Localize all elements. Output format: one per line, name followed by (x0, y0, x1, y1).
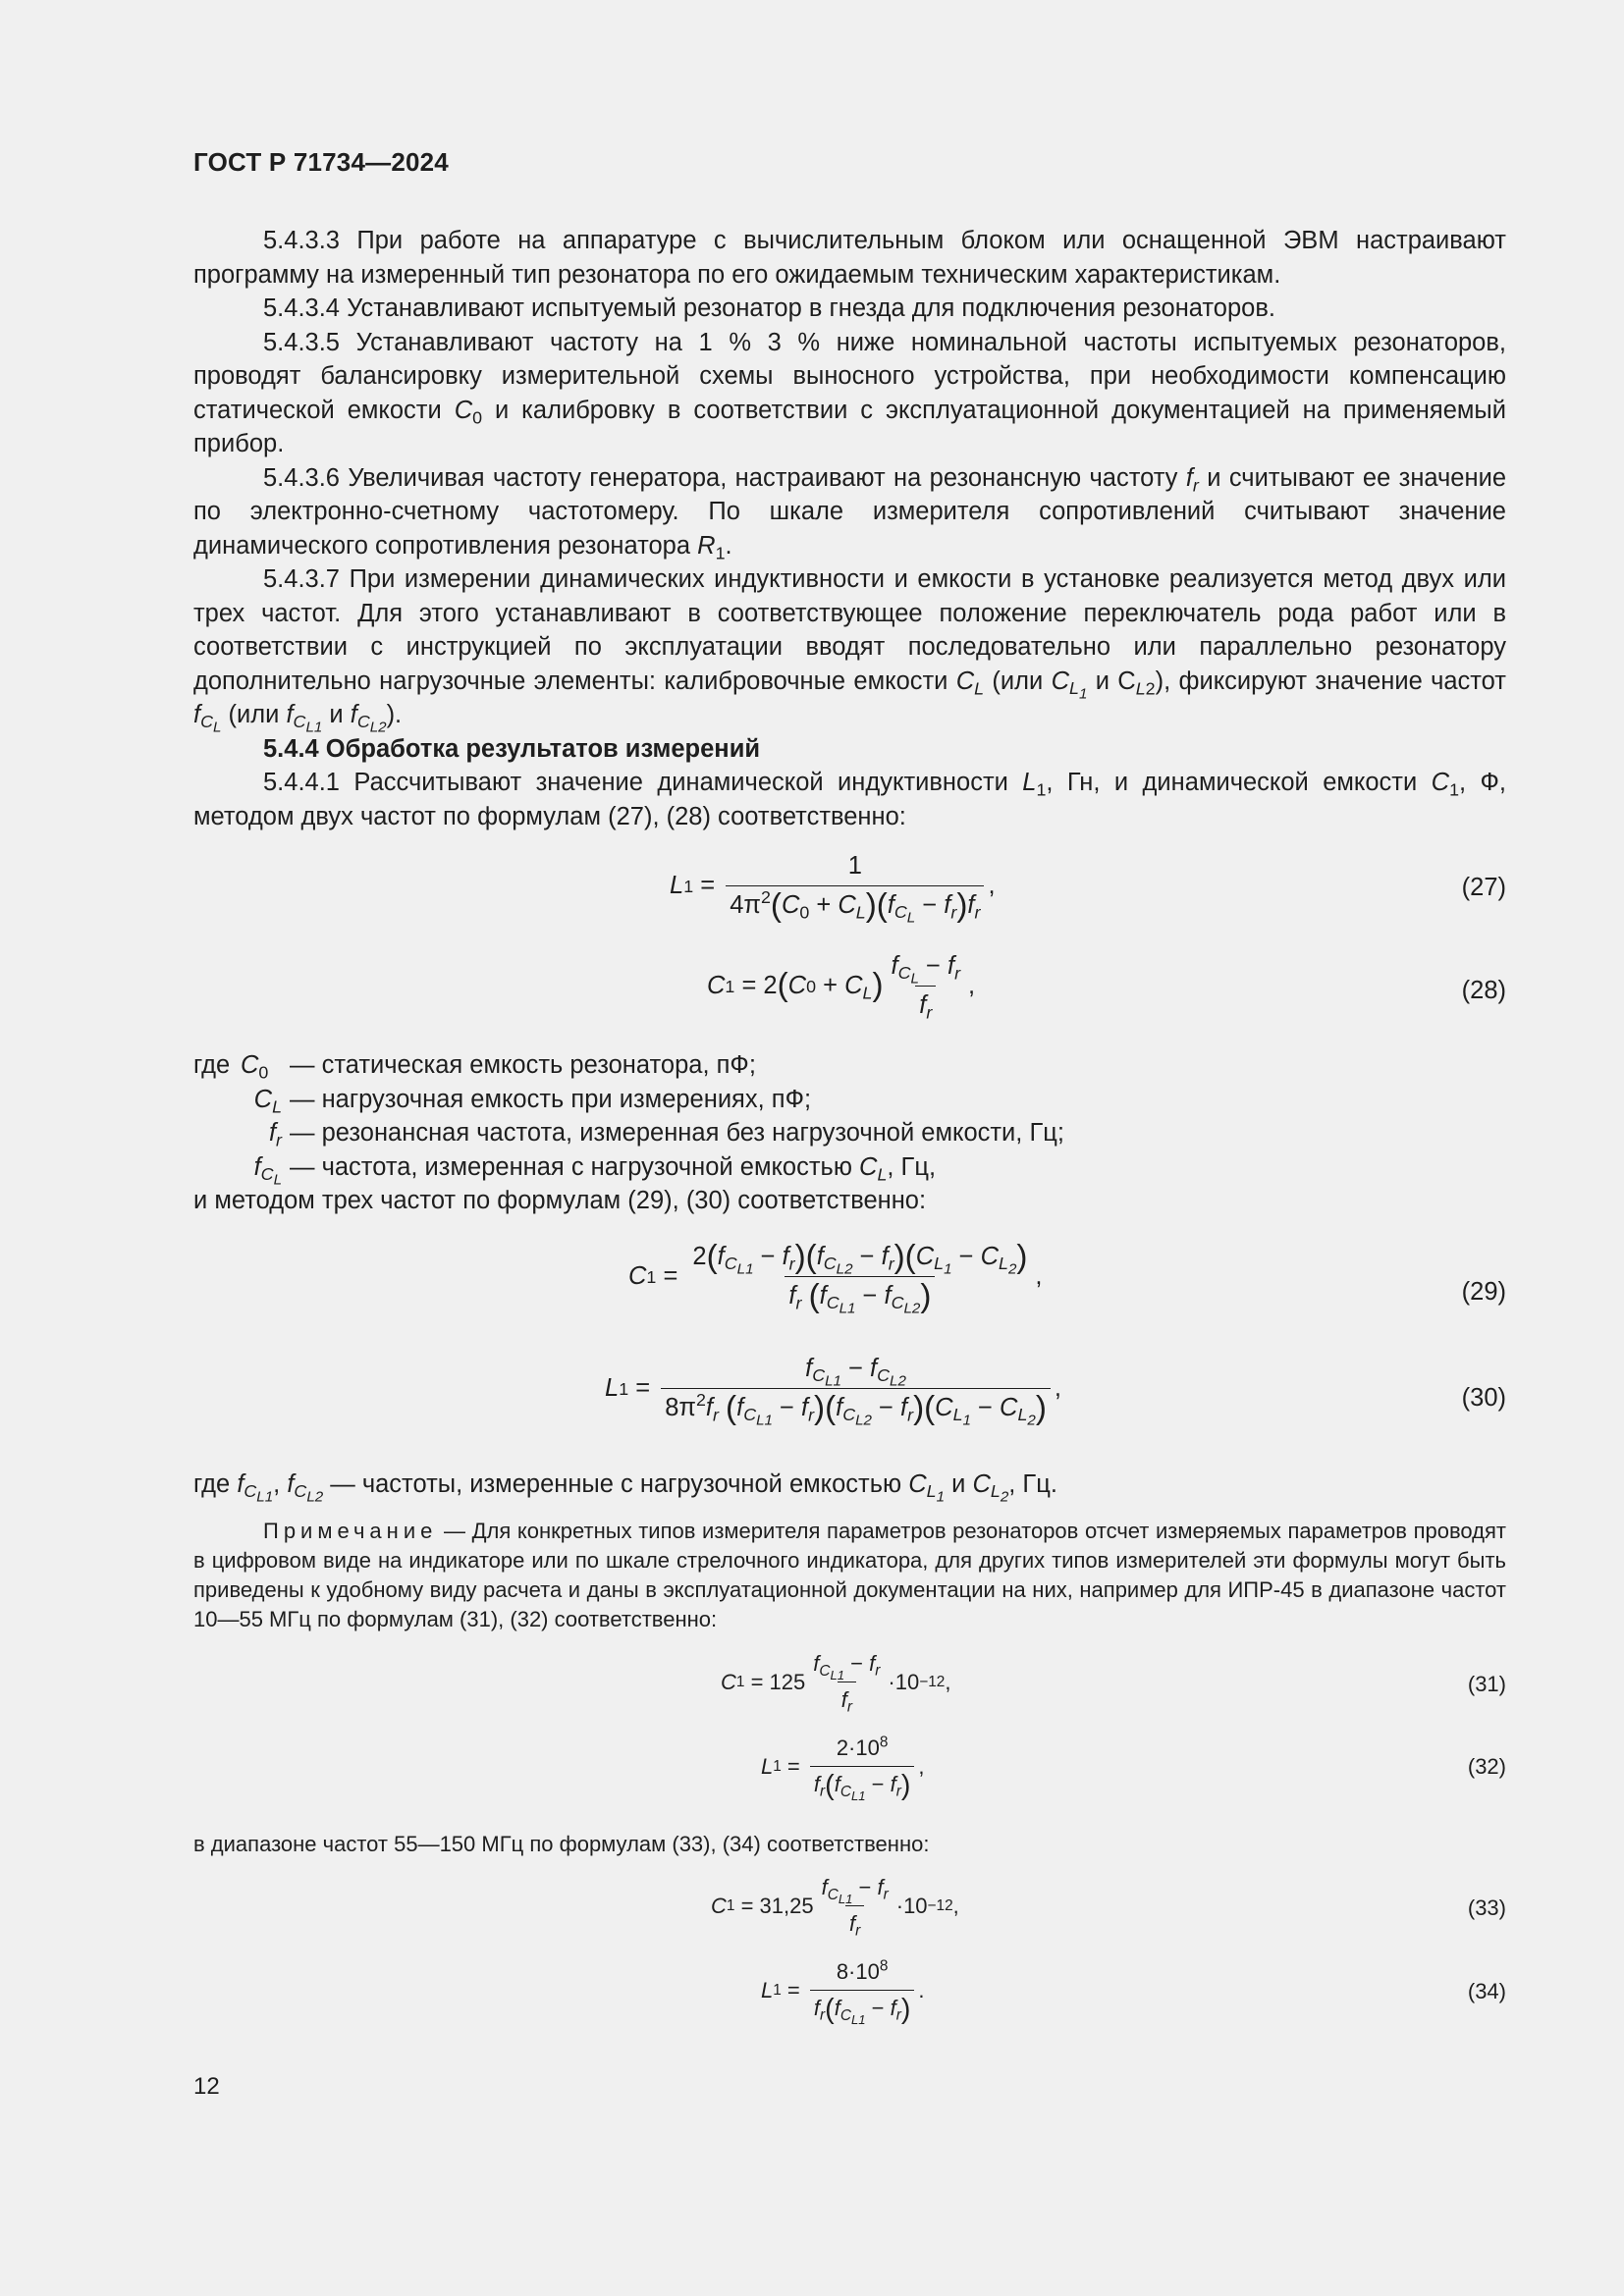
heading-5-4-4: 5.4.4 Обработка результатов измерений (263, 734, 761, 763)
formula-27: L 1 = $\frac{1}{4\pi^2(C_0 + C_L)(f_{C_L} - f_r)f_r}$ , (670, 852, 996, 927)
formula-29: C 1 = $\frac{2(f_{C_{L1}} - f_r)(f_{C_{L2}} - f_r)(C_{L_1} - C_{L_2})}{f_r (f_{C_{L1}} - f_{C_{L2}})}$ , (628, 1239, 1043, 1317)
note-block (193, 1517, 1506, 1634)
equation-number: (30) (1461, 1384, 1506, 1412)
equation-number: (33) (1467, 1896, 1506, 1920)
equation-number: (29) (1461, 1278, 1506, 1306)
paragraph-5-4-3-7: 5.4.3.7 При измерении динамических индуктивности и емкости в установке реализуется метод двух или трех частот. Для этого устанавливают в соответствующее положение переключатель рода работ или в соответствии с инструкцией по эксплуатации вводят последовательно или параллельно резонатору дополнительно нагрузочные элементы: калибровочные емкости $C_L$ (или $C_{L_1}$ и $C_{L2}$), фиксируют значение частот $f_{C_L}$ (или $f_{C_{L1}}$ и $f_{C_{L2}}$). (193, 565, 1506, 736)
equation-number: (31) (1467, 1672, 1506, 1696)
paragraph-5-4-3-3: 5.4.3.3 При работе на аппаратуре с вычислительным блоком или оснащенной ЭВМ настраивают программу на измеренный тип резонатора по его ожидаемым техническим характеристикам. (193, 227, 1506, 289)
text-run: и (322, 701, 351, 728)
range-text: в диапазоне частот 55—150 МГц по формулам (33), (34) соответственно: (193, 1832, 930, 1856)
coefficient: 31,25 (759, 1893, 814, 1918)
definition-cl: $C_L$ — нагрузочная емкость при измерениях, пФ; (193, 1083, 1506, 1117)
text-run: — частоты, измеренные с нагрузочной емкостью (323, 1470, 909, 1498)
formula-33: C 1 = 31,25 $\frac{f_{C_{L1}} - f_r}{f_r}$ · 10 −12 , (711, 1875, 959, 1940)
section-5-4-3 (193, 224, 1506, 833)
variable-definitions (193, 1048, 1506, 1218)
fraction (818, 1875, 893, 1940)
denominator: $4\pi^2(C_0 + C_L)(f_{C_L} - f_r)f_r$ (726, 885, 984, 920)
coefficient: 2 (692, 1243, 707, 1270)
definition-fcl: $f_{C_L}$ — частота, измеренная с нагрузочной емкостью $C_L$, Гц, (253, 1152, 937, 1189)
fraction (810, 1734, 914, 1803)
fraction (661, 1355, 1051, 1429)
formula-32: L 1 = $\frac{2\cdot 10^8}{f_r(f_{C_{L1}} - f_r)}$ , (761, 1734, 925, 1803)
note-text: — Для конкретных типов измерителя параметров резонаторов отсчет измеряемых параметров проводят в цифровом виде на индикаторе или по шкале стрелочного индикатора, для других типов измерителей эти формулы могут быть приведены к удобному виду расчета и даны в эксплуатационной документации на них, например для ИПР-45 в диапазоне частот 10—55 МГц по формулам (31), (32) соответственно: (193, 1519, 1506, 1631)
denominator: $8\pi^2f_r$ $(f_{C_{L1}} - f_r)(f_{C_{L2}} - f_r)(C_{L_1} - C_{L_2})$ (661, 1388, 1051, 1422)
numerator: $f_{C_L} - f_r$ (891, 952, 961, 988)
equation-number: (27) (1461, 874, 1506, 901)
numerator: $f_{C_{L1}} - f_{C_{L2}}$ (805, 1355, 906, 1390)
coefficient: 8π (665, 1394, 696, 1421)
text-run: и (945, 1470, 973, 1498)
exponent: 8 (879, 1734, 889, 1751)
text-run: 5.4.4.1 Рассчитывают значение динамической индуктивности (263, 769, 1023, 796)
denominator: $f_r$ (838, 1682, 856, 1713)
where-label: где (193, 1051, 231, 1079)
denominator: $f_r$ (845, 1905, 864, 1937)
text-run: , Гн, и динамической емкости (1046, 769, 1432, 796)
coefficient: 125 (769, 1669, 806, 1694)
equation-number: (32) (1467, 1754, 1506, 1779)
numerator-value: 2·10 (836, 1735, 880, 1760)
fraction (688, 1239, 1031, 1317)
range-55-150 (193, 1830, 1506, 1859)
fraction (809, 1651, 884, 1716)
paragraph-5-4-4-1: 5.4.4.1 Рассчитывают значение динамической индуктивности $L_1$, Гн, и динамической емкости $C_1$, Ф, методом двух частот по формулам (27), (28) соответственно: (193, 769, 1506, 830)
paragraph-5-4-3-6: 5.4.3.6 Увеличивая частоту генератора, настраивают на резонансную частоту $f_r$ и считывают ее значение по электронно-счетному частотомеру. По шкале измерителя сопротивлений считывают значение динамического сопротивления резонатора $R_1$. (193, 463, 1506, 562)
text-run: и C (1087, 667, 1136, 695)
fraction (887, 952, 964, 1023)
definition-fr: $f_r$ — резонансная частота, измеренная без нагрузочной емкости, Гц; (193, 1116, 1506, 1150)
numerator-value: 8·10 (836, 1959, 880, 1984)
definition-c0: где $C_0$ — статическая емкость резонатора, пФ; (193, 1048, 1506, 1083)
equation-number: (34) (1467, 1979, 1506, 2003)
text-run: где (193, 1470, 238, 1498)
text-run: , Ф, методом двух частот по формулам (27), (28) соответственно: (193, 769, 1506, 830)
three-frequency-intro: и методом трех частот по формулам (29), (30) соответственно: (193, 1187, 927, 1214)
note-label: Примечание (263, 1519, 438, 1543)
equation-number: (28) (1461, 977, 1506, 1004)
numerator (833, 1959, 893, 1990)
definition-text: — статическая емкость резонатора, пФ; (290, 1051, 756, 1079)
exponent-base: 10 (903, 1893, 928, 1918)
paragraph-5-4-3-5: 5.4.3.5 Устанавливают частоту на 1 % 3 % ниже номинальной частоты испытуемых резонаторов, проводят балансировку измерительной схемы выносного устройства, при необходимости компенсацию статической емкости $C_0$ и калибровку в соответствии с эксплуатационной документацией на применяемый прибор. (193, 328, 1506, 457)
text-run: и считывают ее значение по электронно-счетному частотомеру. По шкале измерителя сопротивлений считывают значение динамического сопротивления резонатора (193, 463, 1506, 560)
denominator: $f_r(f_{C_{L1}} - f_r)$ (810, 1766, 914, 1797)
text-run: ). (386, 701, 403, 728)
document-header: ГОСТ Р 71734—2024 (193, 147, 449, 177)
numerator (833, 1735, 893, 1766)
text-run: (или (221, 701, 287, 728)
definition-text: , Гц, (887, 1152, 937, 1181)
formula-28: C 1 = 2 ( C 0 + $C_L$ ) $\frac{f_{C_L} - f_r}{f_r}$ , (707, 952, 976, 1023)
numerator: $2(f_{C_{L1}} - f_r)(f_{C_{L2}} - f_r)(C_{L_1} - C_{L_2})$ (692, 1239, 1028, 1278)
text-run: 5.4.3.7 При измерении динамических индуктивности и емкости в установке реализуется метод двух или трех частот. Для этого устанавливают в соответствующее положение переключатель рода работ или в соответствии с инструкцией по эксплуатации вводят последовательно или параллельно резонатору дополнительно нагрузочные элементы: калибровочные емкости (193, 565, 1506, 695)
denominator: $f_r$ $(f_{C_{L1}} - f_{C_{L2}})$ (785, 1276, 935, 1310)
text-run: 5.4.3.6 Увеличивая частоту генератора, настраивают на резонансную частоту (263, 463, 1186, 492)
denominator: $f_r(f_{C_{L1}} - f_r)$ (810, 1990, 914, 2021)
text-run: (или (984, 667, 1052, 695)
exponent: 8 (879, 1957, 889, 1975)
text-run: и калибровку в соответствии с эксплуатационной документацией на применяемый прибор. (193, 396, 1506, 457)
text-run: , Гц. (1008, 1470, 1057, 1498)
coefficient: 2 (763, 972, 778, 999)
fraction (810, 1957, 914, 2027)
text-run: 5.4.3.5 Устанавливают частоту на 1 % 3 % ниже номинальной частоты испытуемых резонаторов, проводят балансировку измерительной схемы выносного устройства, при необходимости компенсацию статической емкости (193, 328, 1506, 424)
fraction (726, 852, 984, 927)
definition-text: — частота, измеренная с нагрузочной емкостью (290, 1152, 860, 1181)
formula-34: L 1 = $\frac{8\cdot 10^8}{f_r(f_{C_{L1}} - f_r)}$ . (761, 1957, 925, 2027)
numerator: $f_{C_{L1}} - f_r$ (821, 1875, 889, 1906)
formula-31: C 1 = 125 $\frac{f_{C_{L1}} - f_r}{f_r}$ · 10 −12 , (721, 1651, 951, 1716)
text-run: ), фиксируют значение частот (1155, 667, 1506, 695)
formula-30: L 1 = $\frac{f_{C_{L1}} - f_{C_{L2}}}{8\pi^2f_r (f_{C_{L1}} - f_r)(f_{C_{L2}} - f_r)(C_{L_1} - C_{L_2})}$ , (605, 1355, 1061, 1429)
definition-text: — нагрузочная емкость при измерениях, пФ; (290, 1085, 812, 1113)
numerator: 1 (847, 852, 862, 880)
exponent-base: 10 (894, 1669, 920, 1694)
definition-text: — резонансная частота, измеренная без нагрузочной емкости, Гц; (290, 1119, 1064, 1147)
numerator: $f_{C_{L1}} - f_r$ (813, 1651, 881, 1682)
frequency-definition: где $f_{C_{L1}}$, $f_{C_{L2}}$ — частоты, измеренные с нагрузочной емкостью $C_{L_1}$ и $C_{L_2}$, Гц. (193, 1470, 1057, 1506)
denominator: $f_r$ (915, 986, 936, 1020)
page-number: 12 (193, 2073, 220, 2100)
paragraph-5-4-3-4: 5.4.3.4 Устанавливают испытуемый резонатор в гнезда для подключения резонаторов. (263, 294, 1275, 322)
